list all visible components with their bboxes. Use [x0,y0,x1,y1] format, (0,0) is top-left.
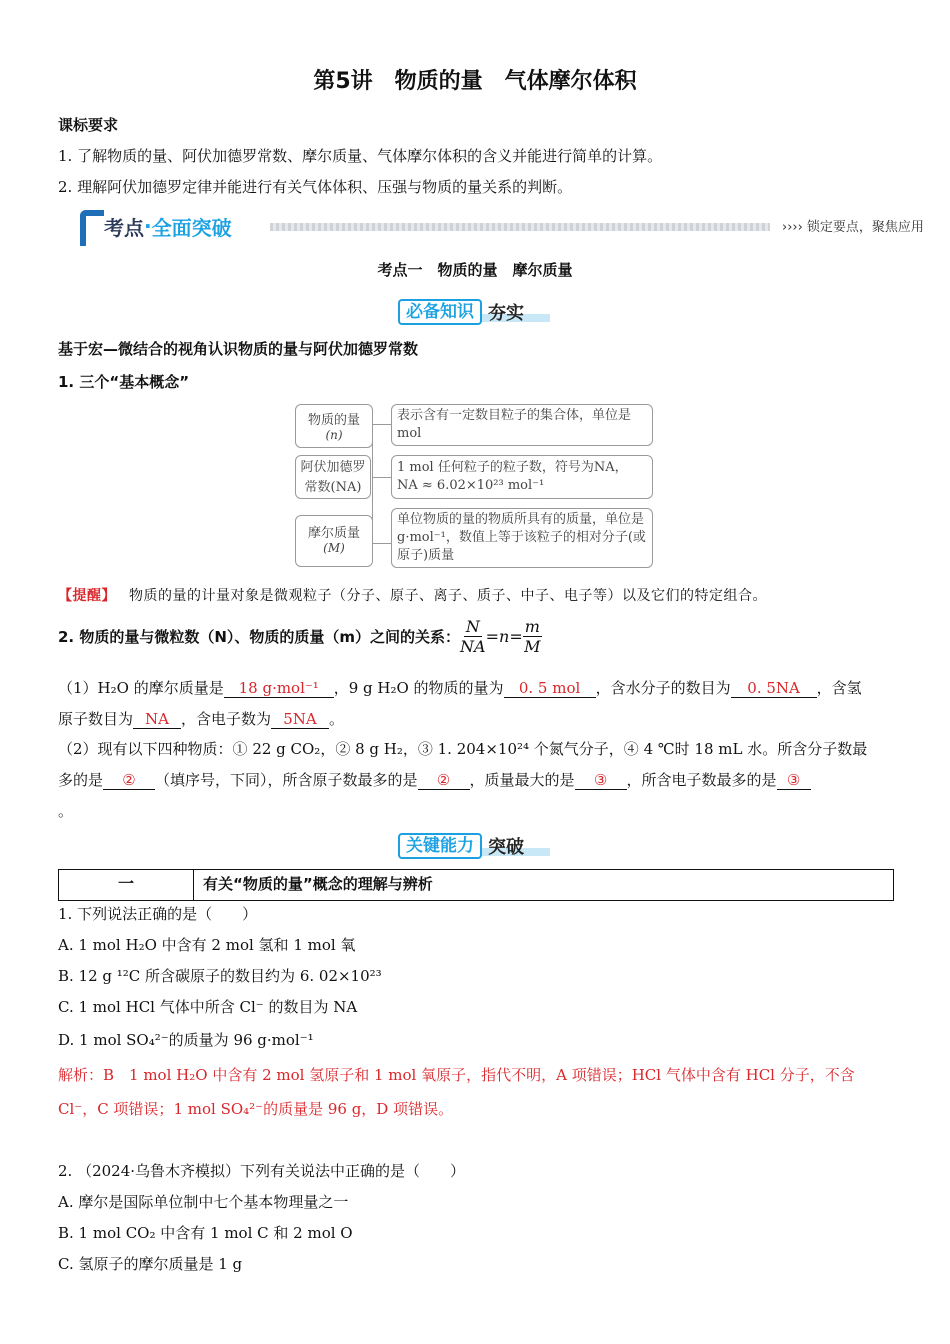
concept-name-box: 阿伏加德罗常数(NA) [295,455,371,499]
relation-mid: =n= [485,627,523,646]
exercise-1-stem: 1. 下列说法正确的是（ ） [58,905,258,923]
fraction-numerator: N [465,617,480,636]
curriculum-heading: 课标要求 [58,116,119,134]
topic-table [58,869,894,901]
concept-name-box [295,515,373,567]
concept-desc-box: 表示含有一定数目粒子的集合体，单位是 mol [391,404,653,446]
q2-text: ，质量最大的是 [469,771,575,789]
fraction-denominator: M [524,637,541,656]
concept-desc-box: 单位物质的量的物质所具有的质量，单位是g·mol⁻¹，数值上等于该粒子的相对分子(或原子)质量 [391,508,653,568]
exercise-2-option-b: B. 1 mol CO₂ 中含有 1 mol C 和 2 mol O [58,1224,353,1242]
exercise-2-option-a: A. 摩尔是国际单位制中七个基本物理量之一 [58,1193,349,1211]
q2-text: ，所含电子数最多的是 [626,771,777,789]
answer-blank: 18 g·mol⁻¹ [224,679,334,698]
curriculum-item-1: 1. 了解物质的量、阿伏加德罗常数、摩尔质量、气体摩尔体积的含义并能进行简单的计算。 [58,147,663,165]
curriculum-item-2: 2. 理解阿伏加德罗定律并能进行有关气体体积、压强与物质的量关系的判断。 [58,178,573,196]
banner-tag-a: 考点 [104,215,144,240]
question-2-line-2 [58,769,811,790]
relation-line [58,617,542,656]
exercise-1-option-d: D. 1 mol SO₄²⁻的质量为 96 g·mol⁻¹ [58,1031,314,1049]
relation-fraction-m [523,617,542,656]
pill-knowledge-rest: 夯实 [488,303,524,324]
q1-text: （1）H₂O 的摩尔质量是 [58,679,224,697]
concept-name: 物质的量 [307,413,360,428]
relation-heading: 2. 物质的量与微粒数（N）、物质的质量（m）之间的关系： [58,628,461,646]
diagram-connector [372,424,392,425]
tip-label: 【提醒】 [58,588,116,604]
concept-name: 摩尔质量 [307,526,360,541]
pill-ability [398,833,524,859]
q1-text: ，含电子数为 [181,710,272,728]
q1-text: ，9 g H₂O 的物质的量为 [333,679,504,697]
pill-knowledge-box: 必备知识 [398,299,482,325]
sub-heading: 基于宏—微结合的视角认识物质的量与阿伏加德罗常数 [58,340,419,358]
topic-number: 一 [59,870,194,900]
exercise-1-option-c: C. 1 mol HCl 气体中所含 Cl⁻ 的数目为 NA [58,998,358,1016]
exercise-2-option-c: C. 氢原子的摩尔质量是 1 g [58,1255,243,1273]
answer-blank: ② [418,771,470,790]
question-1-line-2 [58,708,344,729]
exercise-1-analysis-line-2: Cl⁻，C 项错误；1 mol SO₄²⁻的质量是 96 g，D 项错误。 [58,1100,454,1118]
relation-fraction-n [460,617,486,656]
banner-right-text: ›››› 锁定要点，聚焦应用 [782,220,924,235]
pill-knowledge [398,299,524,325]
tip [58,585,767,605]
exercise-1-option-b: B. 12 g ¹²C 所含碳原子的数目约为 6. 02×10²³ [58,967,382,985]
q2-text: （填序号，下同），所含原子数最多的是 [155,771,418,789]
section-title: 考点一 物质的量 摩尔质量 [377,261,573,279]
diagram-connector [372,477,392,478]
fraction-numerator: m [524,617,540,636]
tip-text: 物质的量的计量对象是微观粒子（分子、原子、离子、质子、中子、电子等）以及它们的特定组合。 [128,588,767,604]
q1-text: 。 [329,710,345,728]
answer-blank: ② [103,771,155,790]
q1-text: ，含水分子的数目为 [595,679,731,697]
exercise-1-option-a: A. 1 mol H₂O 中含有 2 mol 氢和 1 mol 氧 [58,936,356,954]
answer-blank: 5NA [271,710,329,729]
concept-symbol: (n) [325,428,343,442]
question-2-line-1: （2）现有以下四种物质：① 22 g CO₂，② 8 g H₂，③ 1. 204×10²⁴ 个氮气分子，④ 4 ℃时 18 mL 水。所含分子数最 [58,740,868,758]
fraction-denominator: NA [460,637,486,656]
concept-symbol: (M) [323,541,345,555]
exercise-2-stem: 2. （2024·乌鲁木齐模拟）下列有关说法中正确的是（ ） [58,1162,466,1180]
q1-text: 原子数目为 [58,710,134,728]
banner-tag-dot: · [144,214,152,238]
banner-tag-b: 全面突破 [151,215,232,240]
section-banner [80,210,924,244]
answer-blank: 0. 5NA [731,679,817,698]
answer-blank: 0. 5 mol [504,679,596,698]
concepts-heading: 1. 三个“基本概念” [58,373,190,391]
exercise-1-analysis-line-1: 解析：B 1 mol H₂O 中含有 2 mol 氢原子和 1 mol 氧原子，指代不明，A 项错误；HCl 气体中含有 HCl 分子，不含 [58,1066,855,1084]
pill-ability-rest: 突破 [488,837,524,858]
concept-name-box [295,404,373,448]
q2-text: 多的是 [58,771,104,789]
answer-blank: ③ [575,771,627,790]
question-1-line-1 [58,677,862,698]
q1-text: ，含氢 [816,679,862,697]
page-title: 第5讲 物质的量 气体摩尔体积 [313,69,637,94]
banner-tag [80,210,240,242]
topic-title: 有关“物质的量”概念的理解与辨析 [203,875,433,893]
answer-blank: NA [133,710,181,729]
pill-ability-box: 关键能力 [398,833,482,859]
question-2-line-3: 。 [58,802,74,820]
answer-blank: ③ [777,771,811,790]
concept-desc-box: 1 mol 任何粒子的粒子数，符号为NA，NA ≈ 6.02×10²³ mol⁻¹ [391,455,653,499]
banner-divider [270,223,770,231]
diagram-connector [372,543,392,544]
